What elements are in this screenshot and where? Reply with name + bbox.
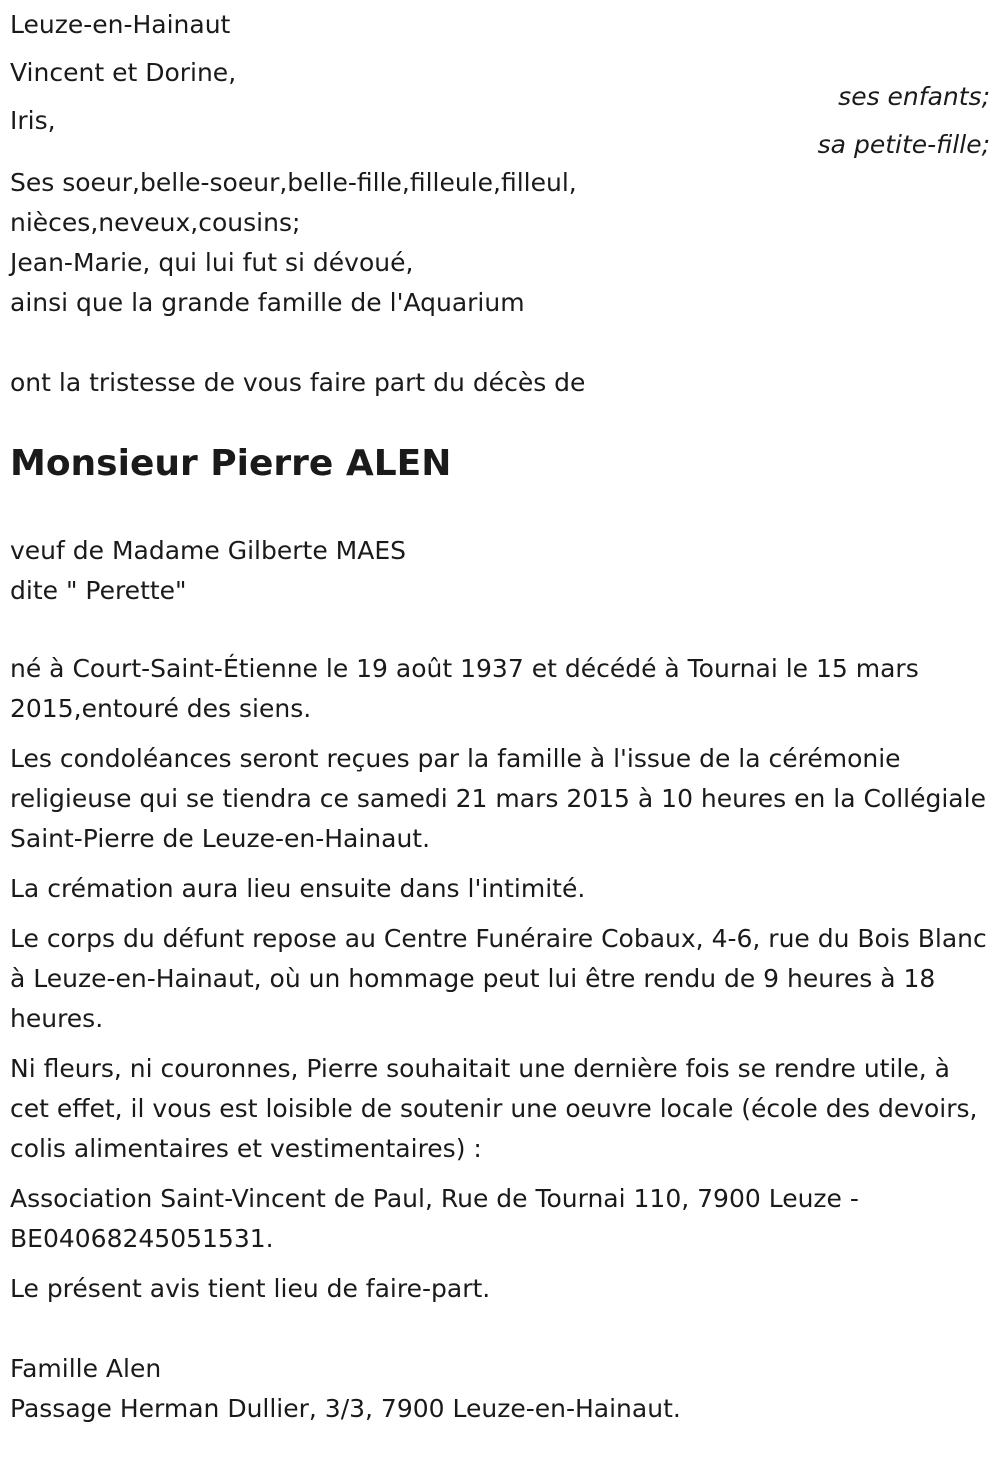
relatives-line-2: nièces,neveux,cousins; bbox=[10, 208, 301, 237]
relatives-line-3: Jean-Marie, qui lui fut si dévoué, bbox=[10, 248, 414, 277]
relatives-line-1: Ses soeur,belle-soeur,belle-fille,filleule,filleul, bbox=[10, 168, 577, 197]
family-signature: Famille Alen bbox=[10, 1354, 162, 1383]
granddaughter-name: Iris, bbox=[10, 106, 56, 135]
children-role: ses enfants; bbox=[838, 82, 990, 111]
children-names: Vincent et Dorine, bbox=[10, 58, 237, 87]
family-address: Passage Herman Dullier, 3/3, 7900 Leuze-en-Hainaut. bbox=[10, 1394, 681, 1423]
widower-line-1: veuf de Madame Gilberte MAES bbox=[10, 536, 406, 565]
condolences-paragraph: Les condoléances seront reçues par la famille à l'issue de la cérémonie religieuse qui se tiendra ce samedi 21 mars 2015 à 10 heures en la Collégiale Saint-Pierre de Leuze-en-Hainaut. bbox=[10, 744, 986, 853]
cremation-paragraph: La crémation aura lieu ensuite dans l'intimité. bbox=[10, 874, 586, 903]
relatives-line-4: ainsi que la grande famille de l'Aquarium bbox=[10, 288, 525, 317]
announcement-intro: ont la tristesse de vous faire part du décès de bbox=[10, 368, 586, 397]
association-paragraph: Association Saint-Vincent de Paul, Rue de Tournai 110, 7900 Leuze - BE04068245051531. bbox=[10, 1184, 859, 1253]
deceased-name: Monsieur Pierre ALEN bbox=[10, 443, 452, 484]
rest-paragraph: Le corps du défunt repose au Centre Funéraire Cobaux, 4-6, rue du Bois Blanc à Leuze-en-Hainaut, où un hommage peut lui être rendu de 9 heures à 18 heures. bbox=[10, 924, 987, 1033]
notice-paragraph: Le présent avis tient lieu de faire-part. bbox=[10, 1274, 491, 1303]
flowers-paragraph: Ni fleurs, ni couronnes, Pierre souhaitait une dernière fois se rendre utile, à cet effet, il vous est loisible de soutenir une oeuvre locale (école des devoirs, colis alimentaires et vestimentaires) : bbox=[10, 1054, 978, 1163]
granddaughter-role: sa petite-fille; bbox=[817, 130, 990, 159]
obituary-page bbox=[0, 5, 1000, 1466]
widower-line-2: dite " Perette" bbox=[10, 576, 187, 605]
birth-death-paragraph: né à Court-Saint-Étienne le 19 août 1937 et décédé à Tournai le 15 mars 2015,entouré des siens. bbox=[10, 654, 919, 723]
location-heading: Leuze-en-Hainaut bbox=[10, 10, 231, 39]
